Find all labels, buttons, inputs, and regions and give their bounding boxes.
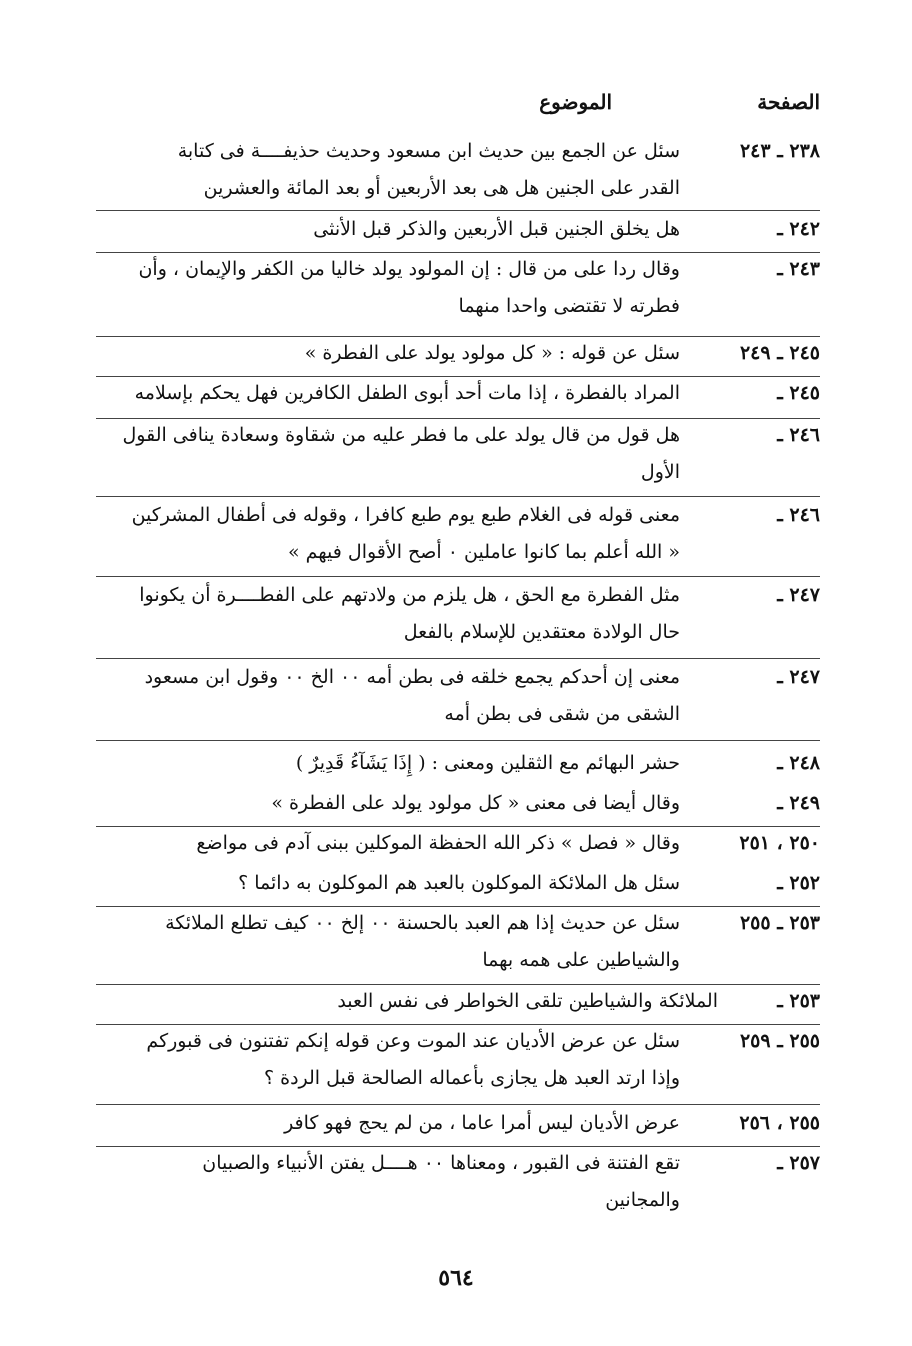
entry-text-line: الشقى من شقى فى بطن أمه xyxy=(444,703,680,725)
page-number: ٥٦٤ xyxy=(438,1265,474,1291)
entry-pages: ٢٥٥ ـ ٢٥٩ xyxy=(739,1030,820,1052)
entry-text-line: حشر البهائم مع الثقلين ومعنى : ( إِذَا يَشَآءُ قَدِيرٌ ) xyxy=(295,752,680,774)
entry-pages: ٢٥٣ ـ xyxy=(777,990,820,1012)
entry-pages: ٢٥٥ ، ٢٥٦ xyxy=(739,1112,820,1134)
separator-line xyxy=(96,906,820,907)
entry-text-line: سئل عن حديث إذا هم العبد بالحسنة ٠٠ إلخ ٠٠ كيف تطلع الملائكة xyxy=(165,912,680,934)
entry-pages: ٢٤٩ ـ xyxy=(777,792,820,814)
entry-pages: ٢٤٢ ـ xyxy=(777,218,820,240)
entry-text-line: سئل عن الجمع بين حديث ابن مسعود وحديث حذيفــــة فى كتابة xyxy=(177,140,680,162)
entry-text-line: سئل عن عرض الأديان عند الموت وعن قوله إنكم تفتنون فى قبوركم xyxy=(146,1030,680,1052)
entry-text-line: وقال أيضا فى معنى « كل مولود يولد على الفطرة » xyxy=(271,792,680,814)
entry-pages: ٢٤٥ ـ xyxy=(777,382,820,404)
entry-text-line: هل يخلق الجنين قبل الأربعين والذكر قبل الأنثى xyxy=(313,218,680,240)
entry-text-line: المراد بالفطرة ، إذا مات أحد أبوى الطفل الكافرين فهل يحكم بإسلامه xyxy=(134,382,680,404)
separator-line xyxy=(96,252,820,253)
entry-pages: ٢٤٥ ـ ٢٤٩ xyxy=(739,342,820,364)
separator-line xyxy=(96,418,820,419)
separator-line xyxy=(96,1146,820,1147)
entry-text-line: معنى قوله فى الغلام طبع يوم طبع كافرا ، وقوله فى أطفال المشركين xyxy=(131,504,680,526)
entry-pages: ٢٤٦ ـ xyxy=(777,424,820,446)
entry-text-line: سئل عن قوله : « كل مولود يولد على الفطرة » xyxy=(304,342,680,364)
entry-pages: ٢٥٠ ، ٢٥١ xyxy=(739,832,820,854)
separator-line xyxy=(96,740,820,741)
entry-text-line: والشياطين على همه بهما xyxy=(482,949,680,971)
entry-pages: ٢٥٧ ـ xyxy=(777,1152,820,1174)
separator-line xyxy=(96,658,820,659)
separator-line xyxy=(96,1024,820,1025)
entry-text-line: فطرته لا تقتضى واحدا منهما xyxy=(458,295,680,317)
entry-text-line: حال الولادة معتقدين للإسلام بالفعل xyxy=(403,621,680,643)
entry-pages: ٢٤٧ ـ xyxy=(777,584,820,606)
separator-line xyxy=(96,336,820,337)
entry-text-line: الملائكة والشياطين تلقى الخواطر فى نفس العبد xyxy=(337,990,718,1012)
entry-pages: ٢٣٨ ـ ٢٤٣ xyxy=(739,140,820,162)
entry-text-line: معنى إن أحدكم يجمع خلقه فى بطن أمه ٠٠ الخ ٠٠ وقول ابن مسعود xyxy=(144,666,680,688)
separator-line xyxy=(96,376,820,377)
entry-pages: ٢٤٣ ـ xyxy=(777,258,820,280)
entry-text-line: الأول xyxy=(640,461,680,483)
entry-text-line: والمجانين xyxy=(605,1189,680,1211)
entry-text-line: القدر على الجنين هل هى بعد الأربعين أو بعد المائة والعشرين xyxy=(203,177,680,199)
column-header-topic: الموضوع xyxy=(539,90,612,114)
entry-pages: ٢٥٢ ـ xyxy=(777,872,820,894)
separator-line xyxy=(96,576,820,577)
entry-text-line: « الله أعلم بما كانوا عاملين ٠ أصح الأقوال فيهم » xyxy=(287,541,680,563)
entry-pages: ٢٥٣ ـ ٢٥٥ xyxy=(739,912,820,934)
entry-text-line: سئل هل الملائكة الموكلون بالعبد هم الموكلون به دائما ؟ xyxy=(238,872,680,894)
column-header-page: الصفحة xyxy=(757,90,820,114)
entry-text-line: عرض الأديان ليس أمرا عاما ، من لم يحج فهو كافر xyxy=(284,1112,680,1134)
entry-text-line: وقال « فصل » ذكر الله الحفظة الموكلين ببنى آدم فى مواضع xyxy=(196,832,680,854)
separator-line xyxy=(96,210,820,211)
separator-line xyxy=(96,826,820,827)
entry-text-line: تقع الفتنة فى القبور ، ومعناها ٠٠ هــــل يفتن الأنبياء والصبيان xyxy=(202,1152,680,1174)
entry-text-line: وقال ردا على من قال : إن المولود يولد خاليا من الكفر والإيمان ، وأن xyxy=(138,258,680,280)
entry-text-line: هل قول من قال يولد على ما فطر عليه من شقاوة وسعادة ينافى القول xyxy=(122,424,680,446)
separator-line xyxy=(96,1104,820,1105)
separator-line xyxy=(96,984,820,985)
separator-line xyxy=(96,496,820,497)
entry-pages: ٢٤٨ ـ xyxy=(777,752,820,774)
entry-text-line: مثل الفطرة مع الحق ، هل يلزم من ولادتهم على الفطــــرة أن يكونوا xyxy=(139,584,680,606)
entry-text-line: وإذا ارتد العبد هل يجازى بأعماله الصالحة قبل الردة ؟ xyxy=(264,1067,680,1089)
entry-pages: ٢٤٧ ـ xyxy=(777,666,820,688)
entry-pages: ٢٤٦ ـ xyxy=(777,504,820,526)
